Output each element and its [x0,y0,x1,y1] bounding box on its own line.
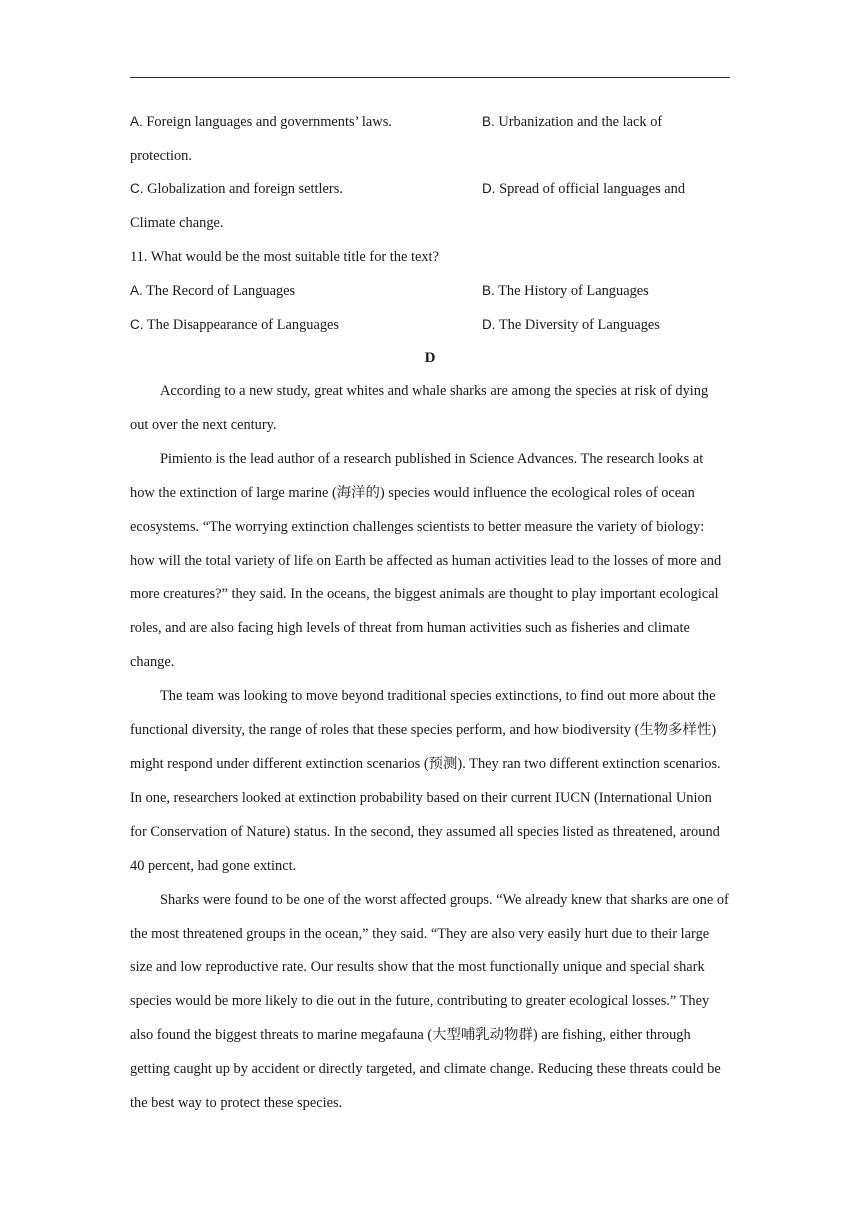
option-11-d[interactable] [482,316,660,334]
option-text: Foreign languages and governments’ laws. [146,114,392,130]
section-heading: D [424,350,436,366]
option-letter: A. [130,283,143,298]
option-11-b[interactable] [482,282,649,300]
option-10-b[interactable] [482,113,662,131]
paragraph: Pimiento is the lead author of a research published in Science Advances. The research looks at how the extinction of large marine (海洋的) species would influence the ecological roles of ocean ecosystems. “The worrying extinction challenges scientists to better measure the variety of biology: how will the total variety of life on Earth be affected as human activities lead to the losses of more and more creatures?” they said. In the oceans, the biggest animals are thought to play important ecological roles, and are also facing high levels of threat from human activities such as fisheries and climate change. [130,450,722,671]
option-text: The History of Languages [498,283,649,299]
passage-body [130,375,730,1121]
option-letter: C. [130,181,144,196]
option-11-c[interactable] [130,316,339,334]
option-text: The Disappearance of Languages [146,317,340,333]
option-letter: D. [482,317,496,332]
option-text: The Record of Languages [146,283,296,299]
option-10-a[interactable] [130,113,392,131]
option-text: The Diversity of Languages [498,317,660,333]
option-letter: B. [482,283,495,298]
option-10-d-continuation: Climate change. [130,215,224,231]
option-10-c[interactable] [130,180,343,198]
option-11-a[interactable] [130,282,295,300]
paragraph: According to a new study, great whites and whale sharks are among the species at risk of dying out over the next century. [130,383,709,433]
paragraph: Sharks were found to be one of the worst affected groups. “We already knew that sharks are one of the most threatened groups in the ocean,” they said. “They are also very easily hurt due to their large size and low reproductive rate. Our results show that the most functionally unique and special shark species would be more likely to die out in the future, contributing to greater ecological losses.” They also found the biggest threats to marine megafauna (大型哺乳动物群) are fishing, either through getting caught up by accident or directly targeted, and climate change. Reducing these threats could be the best way to protect these species. [130,891,729,1112]
option-text: Globalization and foreign settlers. [147,181,343,197]
paragraph: The team was looking to move beyond traditional species extinctions, to find out more about the functional diversity, the range of roles that these species perform, and how biodiversity (生物多样性) might respond under different extinction scenarios (预测). They ran two different extinction scenarios. In one, researchers looked at extinction probability based on their current IUCN (International Union for Conservation of Nature) status. In the second, they assumed all species listed as threatened, around 40 percent, had gone extinct. [130,688,721,874]
option-text: Urbanization and the lack of [498,114,663,130]
option-10-d[interactable] [482,180,685,198]
option-letter: A. [130,114,143,129]
question-11-stem: 11. What would be the most suitable title for the text? [130,249,439,265]
header-rule [130,77,730,78]
option-letter: C. [130,317,144,332]
option-letter: B. [482,114,495,129]
option-10-b-continuation: protection. [130,148,192,164]
option-text: Spread of official languages and [499,181,686,197]
option-letter: D. [482,181,496,196]
